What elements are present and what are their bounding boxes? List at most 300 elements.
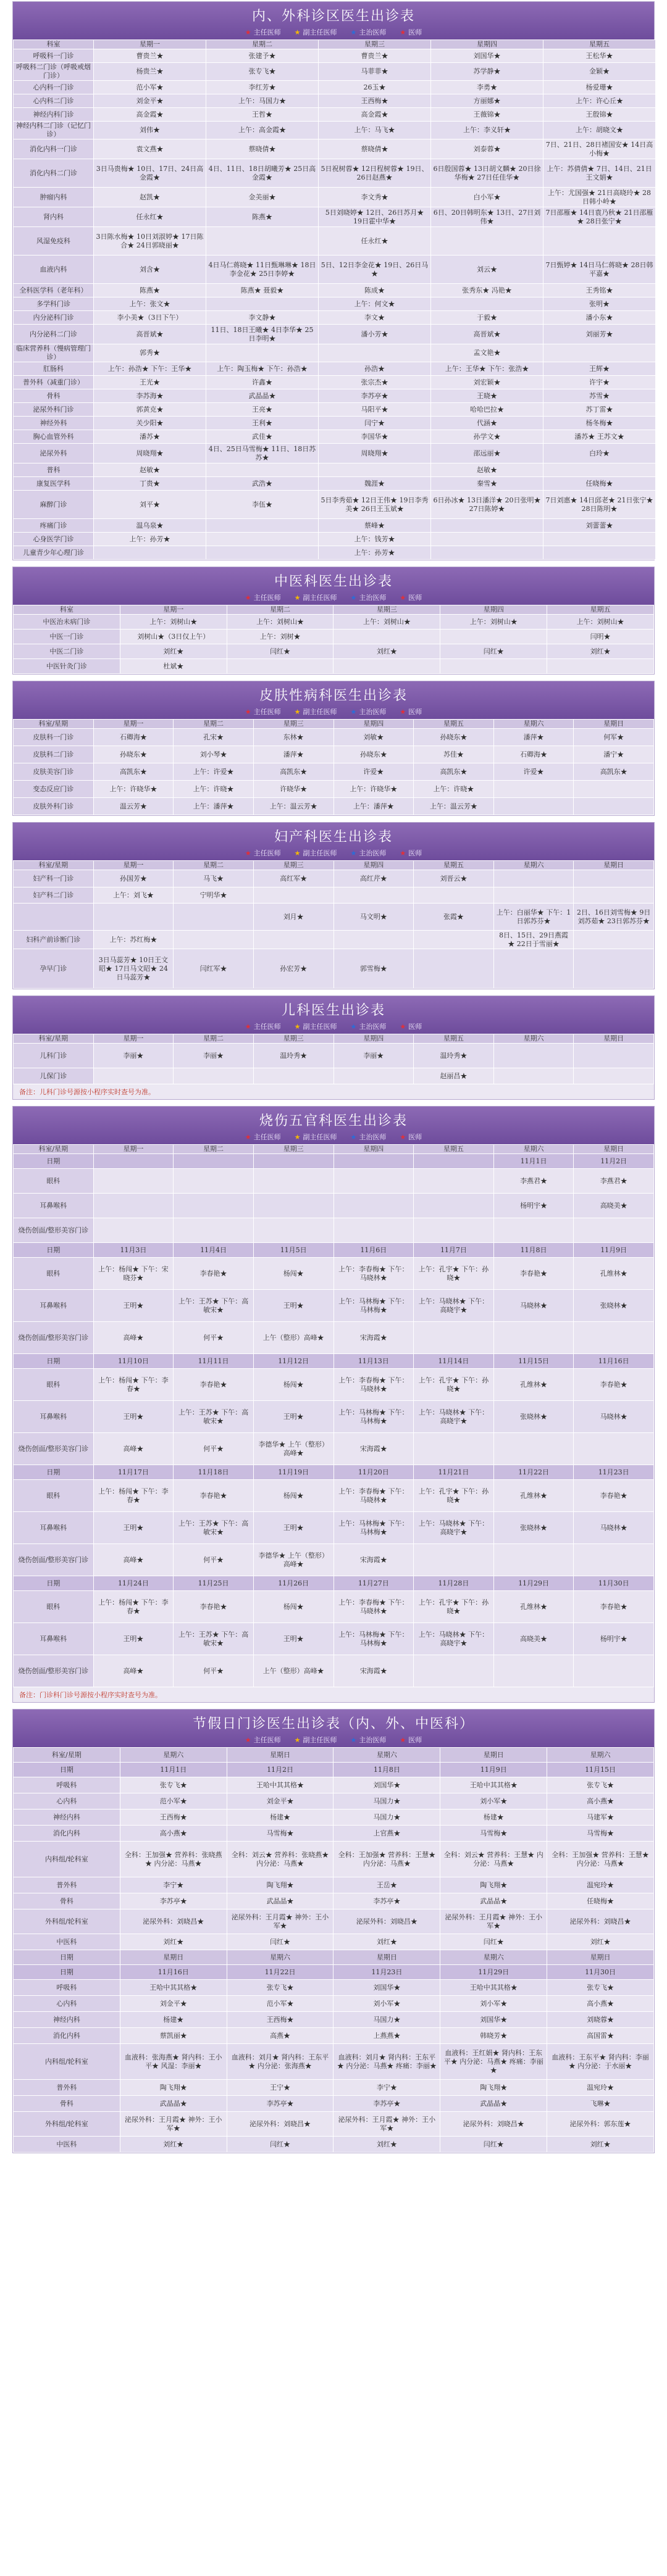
s6-header xyxy=(13,1107,654,1144)
doctor-cell xyxy=(493,870,574,887)
doctor-cell: 上午：张文★ xyxy=(94,297,206,311)
doctor-cell: 刘红★ xyxy=(334,644,440,659)
date-row xyxy=(14,1965,654,1980)
column-header: 日期 xyxy=(14,1950,120,1965)
doctor-cell: 孔宋★ xyxy=(174,729,254,746)
doctor-cell: 上午：王苏★ 下午：高敏宋★ xyxy=(174,1401,254,1433)
legend-item xyxy=(400,1132,422,1142)
doctor-cell: 赵丽昌★ xyxy=(414,1068,494,1084)
doctor-cell: 血液科：张海燕★ 肾内科：王小平★ 风湿：李丽★ xyxy=(120,2044,227,2080)
legend-label-chief: 主任医师 xyxy=(253,28,281,36)
doctor-cell: 张专飞★ xyxy=(206,63,319,81)
date-cell xyxy=(414,1154,494,1169)
doctor-cell: 孙晓东★ xyxy=(334,746,414,763)
doctor-cell: 孙晓东★ xyxy=(414,729,494,746)
schedule-row xyxy=(14,798,654,815)
doctor-cell: 上午：孔宇★ 下午：孙晓★ xyxy=(414,1369,494,1401)
doctor-cell: 李宁★ xyxy=(120,1877,227,1893)
legend-star-icon: ★ xyxy=(400,1132,406,1141)
doctor-cell: 杨贵兰★ xyxy=(94,63,206,81)
doctor-cell: 李丽★ xyxy=(174,1044,254,1068)
date-cell: 11月22日 xyxy=(493,1465,574,1480)
doctor-cell: 王亮★ xyxy=(206,403,319,417)
s1-header xyxy=(13,2,654,39)
doctor-cell: 泌尿外科：刘晓昌★ xyxy=(334,1909,440,1934)
department-cell: 妇产科二门诊 xyxy=(14,887,94,904)
doctor-cell xyxy=(206,297,319,311)
doctor-cell xyxy=(174,1169,254,1194)
legend-label-chief: 主任医师 xyxy=(253,1736,281,1744)
date-cell: 11月25日 xyxy=(174,1576,254,1591)
department-cell: 耳鼻喉科 xyxy=(14,1512,94,1544)
legend-star-icon: ★ xyxy=(294,1022,301,1031)
s3-header xyxy=(13,681,654,719)
doctor-cell xyxy=(431,533,543,546)
doctor-cell: 上午：刘树山★ xyxy=(547,615,654,629)
legend-star-icon: ★ xyxy=(400,707,406,716)
doctor-cell: 全科：刘云★ 营养科：王慧★ 内分泌：马燕★ xyxy=(440,1842,547,1877)
doctor-cell xyxy=(253,931,334,949)
doctor-cell: 上午：马晓林★ 下午：高晓宇★ xyxy=(414,1623,494,1655)
doctor-cell: 孔维林★ xyxy=(574,1258,654,1290)
doctor-cell: 王西梅★ xyxy=(120,1809,227,1826)
date-cell: 11月2日 xyxy=(227,1763,334,1777)
department-cell: 多学科门诊 xyxy=(14,297,94,311)
doctor-cell: 蔡晓倩★ xyxy=(206,139,319,159)
column-header: 星期四 xyxy=(334,1145,414,1154)
doctor-cell: 刘红★ xyxy=(547,1934,654,1950)
doctor-cell: 李文★ xyxy=(319,311,431,325)
schedule-row xyxy=(14,1826,654,1842)
column-header: 星期一 xyxy=(93,1145,174,1154)
doctor-cell: 苏丁雷★ xyxy=(543,403,656,417)
date-cell: 11月15日 xyxy=(547,1763,654,1777)
doctor-cell: 杨建★ xyxy=(120,2012,227,2028)
doctor-cell xyxy=(174,1194,254,1218)
schedule-row xyxy=(14,389,656,403)
schedule-row xyxy=(14,1401,654,1433)
doctor-cell: 武晶晶★ xyxy=(440,1893,547,1909)
doctor-cell xyxy=(543,344,656,362)
schedule-row xyxy=(14,417,656,430)
schedule-row xyxy=(14,362,656,376)
s1-table xyxy=(13,39,656,560)
schedule-row xyxy=(14,188,656,207)
doctor-cell: 6日孙冰★ 13日潘洋★ 20日张明★ 27日陈婷★ xyxy=(431,491,543,519)
doctor-cell: 泌尿外科：王月霞★ 神外：王小军★ xyxy=(120,2112,227,2137)
column-header: 星期日 xyxy=(334,1950,440,1965)
doctor-cell: 王哲★ xyxy=(206,108,319,122)
doctor-cell xyxy=(206,344,319,362)
doctor-cell: 丁贵★ xyxy=(94,477,206,491)
department-cell: 眼科 xyxy=(14,1369,94,1401)
legend-label-attending: 主治医师 xyxy=(359,594,387,602)
doctor-cell: 上午：杨闯★ 下午：李春★ xyxy=(93,1480,174,1512)
doctor-cell: 刘金平★ xyxy=(227,1793,334,1809)
doctor-cell: 上午：杨闯★ 下午：李春★ xyxy=(93,1369,174,1401)
doctor-cell xyxy=(253,1218,334,1243)
s1-title: 内、外科诊区医生出诊表 xyxy=(251,9,415,24)
schedule-row xyxy=(14,139,656,159)
doctor-cell: 关少阳★ xyxy=(94,417,206,430)
doctor-cell: 王辉★ xyxy=(543,362,656,376)
department-cell xyxy=(14,904,94,931)
tcm-schedule xyxy=(12,567,655,675)
doctor-cell: 陈燕★ xyxy=(206,207,319,227)
doctor-cell: 刘国华★ xyxy=(334,1980,440,1996)
date-cell: 11月29日 xyxy=(493,1576,574,1591)
legend-star-icon: ★ xyxy=(350,849,357,857)
doctor-cell: 温宛玲★ xyxy=(547,1877,654,1893)
doctor-cell xyxy=(206,546,319,560)
doctor-cell xyxy=(174,1068,254,1084)
doctor-cell: 蔡晓倩★ xyxy=(319,139,431,159)
department-cell: 烧伤创面/整形美容门诊 xyxy=(14,1655,94,1687)
doctor-cell: 高小燕★ xyxy=(547,1793,654,1809)
doctor-cell: 刘红★ xyxy=(547,2137,654,2153)
doctor-cell: 范小军★ xyxy=(120,1793,227,1809)
doctor-cell: 上午：马晓林★ 下午：高晓宇★ xyxy=(414,1290,494,1322)
schedule-row xyxy=(14,949,654,989)
gynecology-schedule xyxy=(12,822,655,989)
doctor-cell: 孙学文★ xyxy=(431,430,543,444)
department-cell: 烧伤创面/整形美容门诊 xyxy=(14,1433,94,1465)
doctor-cell: 上午：杨闯★ 下午：李春★ xyxy=(93,1591,174,1623)
doctor-cell: 曹贵兰★ xyxy=(94,49,206,63)
doctor-cell: 闫明★ xyxy=(547,629,654,644)
doctor-cell xyxy=(574,870,654,887)
doctor-cell: 上午：马林梅★ 下午：马林梅★ xyxy=(334,1623,414,1655)
doctor-cell: 蔡凯丽★ xyxy=(120,2028,227,2044)
doctor-cell: 张晓林★ xyxy=(493,1401,574,1433)
schedule-row xyxy=(14,491,656,519)
doctor-cell xyxy=(414,1194,494,1218)
doctor-cell: 许爱★ xyxy=(334,763,414,781)
s4-header xyxy=(13,823,654,860)
doctor-cell: 26玉★ xyxy=(319,81,431,94)
doctor-cell xyxy=(574,1433,654,1465)
doctor-cell xyxy=(574,887,654,904)
doctor-cell: 李文秀★ xyxy=(319,188,431,207)
legend-star-icon: ★ xyxy=(245,849,251,857)
department-cell: 皮肤科二门诊 xyxy=(14,746,94,763)
doctor-cell xyxy=(431,227,543,256)
doctor-cell xyxy=(334,931,414,949)
department-cell: 皮肤科一门诊 xyxy=(14,729,94,746)
doctor-cell: 潘苏★ xyxy=(94,430,206,444)
doctor-cell: 李春艳★ xyxy=(493,1258,574,1290)
doctor-cell: 高晋斌★ xyxy=(431,325,543,344)
legend-item xyxy=(295,1132,337,1142)
s3-table xyxy=(13,719,654,815)
doctor-cell xyxy=(414,1433,494,1465)
doctor-cell: 上午：王苏★ 下午：高敏宋★ xyxy=(174,1512,254,1544)
doctor-cell: 马雪梅★ xyxy=(440,1826,547,1842)
doctor-cell: 郭黄克★ xyxy=(94,403,206,417)
doctor-cell: 苏学静★ xyxy=(431,63,543,81)
doctor-cell xyxy=(493,798,574,815)
date-cell: 11月5日 xyxy=(253,1243,334,1258)
doctor-cell: 宋海霞★ xyxy=(334,1322,414,1354)
doctor-cell: 上午：孙浩★ 下午：王华★ xyxy=(94,362,206,376)
legend-label-doctor: 医师 xyxy=(408,594,422,602)
schedule-row xyxy=(14,1842,654,1877)
doctor-cell: 闫红★ xyxy=(440,2137,547,2153)
department-cell: 中医针灸门诊 xyxy=(14,659,120,674)
legend-item xyxy=(351,707,387,717)
doctor-cell: 陶飞翔★ xyxy=(227,1877,334,1893)
date-cell: 11月19日 xyxy=(253,1465,334,1480)
doctor-cell: 马国力★ xyxy=(334,1809,440,1826)
date-row xyxy=(14,1243,654,1258)
legend xyxy=(13,848,654,858)
doctor-cell: 上午：刘飞★ xyxy=(93,887,174,904)
doctor-cell: 5日、12日李金花★ 19日、26日马★ xyxy=(319,256,431,284)
doctor-cell xyxy=(493,1322,574,1354)
legend-item xyxy=(295,27,337,37)
date-label: 日期 xyxy=(14,1154,94,1169)
schedule-row xyxy=(14,870,654,887)
doctor-cell xyxy=(574,1322,654,1354)
date-cell: 11月7日 xyxy=(414,1243,494,1258)
doctor-cell: 赵敏★ xyxy=(431,463,543,477)
s7-table xyxy=(13,1747,654,2153)
doctor-cell: 魏涯★ xyxy=(319,477,431,491)
department-cell: 儿童青少年心理门诊 xyxy=(14,546,94,560)
doctor-cell: 赵凯★ xyxy=(94,188,206,207)
schedule-row xyxy=(14,1877,654,1893)
column-header: 科室 xyxy=(14,40,94,49)
date-cell: 11月29日 xyxy=(440,1965,547,1980)
date-cell: 11月9日 xyxy=(574,1243,654,1258)
doctor-cell: 陈燕★ 聂毅★ xyxy=(206,284,319,297)
doctor-cell: 泌尿外科：王月霞★ 神外：王小军★ xyxy=(227,1909,334,1934)
legend-item xyxy=(245,1021,281,1031)
legend-item xyxy=(245,27,281,37)
s5-title: 儿科医生出诊表 xyxy=(281,1003,385,1018)
schedule-row xyxy=(14,1218,654,1243)
doctor-cell: 上午：陶玉梅★ 下午：孙浩★ xyxy=(206,362,319,376)
legend-item xyxy=(351,1021,387,1031)
department-cell: 神经内科 xyxy=(14,1809,120,1826)
doctor-cell xyxy=(493,1433,574,1465)
doctor-cell: 7日邵雁★ 14日袁乃秋★ 21日邵雁★ 28日张宁★ xyxy=(543,207,656,227)
doctor-cell xyxy=(227,659,334,674)
doctor-cell: 李德华★ 上午（整形）高峰★ xyxy=(253,1544,334,1576)
department-cell: 消化内科一门诊 xyxy=(14,139,94,159)
department-cell: 骨科 xyxy=(14,2096,120,2112)
doctor-cell: 上午：温云芳★ xyxy=(253,798,334,815)
legend-label-chief: 主任医师 xyxy=(253,849,281,857)
column-header: 星期一 xyxy=(93,1034,174,1044)
doctor-cell xyxy=(334,1068,414,1084)
doctor-cell: 秦雪★ xyxy=(431,477,543,491)
department-cell: 变态反应门诊 xyxy=(14,781,94,798)
doctor-cell: 泌尿外科：刘晓昌★ xyxy=(227,2112,334,2137)
doctor-cell: 上官燕★ xyxy=(334,1826,440,1842)
date-cell: 11月27日 xyxy=(334,1576,414,1591)
legend xyxy=(13,707,654,717)
doctor-cell xyxy=(206,519,319,533)
doctor-cell: 温云芳★ xyxy=(93,798,174,815)
doctor-cell: 3日马蕊芳★ 10日王文昭★ 17日马文昭★ 24日马蕊芳★ xyxy=(93,949,174,989)
doctor-cell: 闫红★ xyxy=(440,1934,547,1950)
department-cell: 妇科产前诊断门诊 xyxy=(14,931,94,949)
date-cell: 11月16日 xyxy=(120,1965,227,1980)
legend xyxy=(13,1021,654,1031)
date-cell: 11月23日 xyxy=(574,1465,654,1480)
department-cell: 泌尿外科门诊 xyxy=(14,403,94,417)
schedule-row xyxy=(14,430,656,444)
doctor-cell: 上午：潘萍★ xyxy=(174,798,254,815)
doctor-cell: 王宁★ xyxy=(227,2080,334,2096)
legend-star-icon: ★ xyxy=(245,707,251,716)
column-header: 星期日 xyxy=(547,1950,654,1965)
doctor-cell: 高金霞★ xyxy=(94,108,206,122)
date-cell: 11月1日 xyxy=(120,1763,227,1777)
doctor-cell: 许爱★ xyxy=(493,763,574,781)
doctor-cell: 2日、16日刘雪梅★ 9日刘苏茹★ 23日郭苏芬★ xyxy=(574,904,654,931)
doctor-cell: 高凯东★ xyxy=(93,763,174,781)
department-cell: 心身医学门诊 xyxy=(14,533,94,546)
doctor-cell: 泌尿外科：刘晓昌★ xyxy=(120,1909,227,1934)
doctor-cell: 6日、20日韩明东★ 13日、27日刘伟★ xyxy=(431,207,543,227)
doctor-cell: 泌尿外科：王月霞★ 神外：王小军★ xyxy=(334,2112,440,2137)
schedule-row xyxy=(14,376,656,389)
legend-star-icon: ★ xyxy=(294,28,301,36)
doctor-cell: 上午：刘树山★ xyxy=(227,615,334,629)
doctor-cell: 泌尿外科：王月霞★ 神外：王小军★ xyxy=(440,1909,547,1934)
doctor-cell: 上午：马晓林★ 下午：高晓宇★ xyxy=(414,1401,494,1433)
schedule-row xyxy=(14,2028,654,2044)
department-cell: 耳鼻喉科 xyxy=(14,1194,94,1218)
holiday-schedule xyxy=(12,1709,655,2153)
doctor-cell: 许晓华★ xyxy=(253,781,334,798)
doctor-cell: 潘萍★ xyxy=(493,729,574,746)
legend-star-icon: ★ xyxy=(245,1022,251,1031)
column-header: 科室/星期 xyxy=(14,1145,94,1154)
legend-label-attending: 主治医师 xyxy=(359,1023,387,1031)
doctor-cell: 李宁★ xyxy=(334,2080,440,2096)
doctor-cell: 王松华★ xyxy=(543,49,656,63)
schedule-row xyxy=(14,931,654,949)
doctor-cell: 张宗杰★ xyxy=(319,376,431,389)
department-cell: 中医治未病门诊 xyxy=(14,615,120,629)
doctor-cell: 李苏亭★ xyxy=(120,1893,227,1909)
legend-label-doctor: 医师 xyxy=(408,1023,422,1031)
schedule-row xyxy=(14,887,654,904)
legend-item xyxy=(295,592,337,602)
doctor-cell: 李勇★ xyxy=(431,81,543,94)
doctor-cell: 王薇锦★ xyxy=(431,108,543,122)
legend-item xyxy=(295,1021,337,1031)
department-cell: 泌尿外科 xyxy=(14,444,94,463)
doctor-cell: 张专飞★ xyxy=(227,1980,334,1996)
doctor-cell: 李德华★ 上午（整形）高峰★ xyxy=(253,1433,334,1465)
doctor-cell: 上午：潘萍★ xyxy=(334,798,414,815)
doctor-cell: 上午：李春梅★ 下午：马晓林★ xyxy=(334,1591,414,1623)
doctor-cell: 马晓林★ xyxy=(574,1512,654,1544)
date-cell: 11月26日 xyxy=(253,1576,334,1591)
department-cell: 心内科二门诊 xyxy=(14,94,94,108)
doctor-cell: 任晓梅★ xyxy=(543,477,656,491)
doctor-cell: 任永红★ xyxy=(319,227,431,256)
doctor-cell: 李春艳★ xyxy=(574,1480,654,1512)
doctor-cell xyxy=(574,1544,654,1576)
doctor-cell xyxy=(574,1044,654,1068)
department-cell: 内分泌科二门诊 xyxy=(14,325,94,344)
department-cell: 消化内科 xyxy=(14,1826,120,1842)
date-cell: 11月8日 xyxy=(334,1763,440,1777)
column-header: 星期五 xyxy=(547,605,654,615)
legend-star-icon: ★ xyxy=(350,28,357,36)
s2-title: 中医科医生出诊表 xyxy=(274,574,393,589)
doctor-cell: 上午：许晓华★ xyxy=(334,781,414,798)
department-cell: 中医科 xyxy=(14,1934,120,1950)
date-cell: 11月4日 xyxy=(174,1243,254,1258)
legend-label-attending: 主治医师 xyxy=(359,708,387,716)
doctor-cell xyxy=(574,1218,654,1243)
s6-table xyxy=(13,1144,654,1687)
column-header: 星期日 xyxy=(120,1950,227,1965)
doctor-cell: 李春艳★ xyxy=(574,1369,654,1401)
burns-note: 备注：门诊科门诊号源按小程序实时查号为准。 xyxy=(13,1687,654,1702)
legend-item xyxy=(351,848,387,858)
doctor-cell: 李苏海★ xyxy=(94,389,206,403)
date-cell: 11月11日 xyxy=(174,1354,254,1369)
column-header: 星期四 xyxy=(334,861,414,870)
doctor-cell xyxy=(493,1544,574,1576)
doctor-cell xyxy=(174,904,254,931)
column-header: 星期日 xyxy=(227,1748,334,1763)
doctor-cell: 高国雷★ xyxy=(547,2028,654,2044)
header-row xyxy=(14,40,656,49)
doctor-cell: 王晓★ xyxy=(431,389,543,403)
department-cell: 烧伤创面/整形美容门诊 xyxy=(14,1218,94,1243)
department-cell: 中医一门诊 xyxy=(14,629,120,644)
schedule-row xyxy=(14,1777,654,1793)
date-cell: 11月14日 xyxy=(414,1354,494,1369)
column-header: 星期二 xyxy=(174,720,254,729)
doctor-cell: 上午：马飞★ xyxy=(319,122,431,139)
date-cell: 11月23日 xyxy=(334,1965,440,1980)
doctor-cell: 陈燕★ xyxy=(94,284,206,297)
date-cell: 11月18日 xyxy=(174,1465,254,1480)
legend-star-icon: ★ xyxy=(294,593,301,602)
column-header: 星期二 xyxy=(174,1034,254,1044)
doctor-cell: 张专飞★ xyxy=(547,1980,654,1996)
doctor-cell: 上午：杨闯★ 下午：宋晓芬★ xyxy=(93,1258,174,1290)
doctor-cell: 上午：李义轩★ xyxy=(431,122,543,139)
doctor-cell xyxy=(93,904,174,931)
doctor-cell: 刘小琴★ xyxy=(174,746,254,763)
doctor-cell xyxy=(574,798,654,815)
schedule-row xyxy=(14,1996,654,2012)
column-header: 星期六 xyxy=(493,1145,574,1154)
doctor-cell: 上午：许爱★ xyxy=(174,763,254,781)
department-cell: 中医二门诊 xyxy=(14,644,120,659)
doctor-cell: 温乌泉★ xyxy=(94,519,206,533)
doctor-cell: 全科：王加强★ 营养科：张晓燕★ 内分泌：马燕★ xyxy=(120,1842,227,1877)
doctor-cell xyxy=(334,1218,414,1243)
schedule-row xyxy=(14,1544,654,1576)
doctor-cell: 刘金平★ xyxy=(94,94,206,108)
doctor-cell: 4日、25日马雪梅★ 11日、18日苏苏★ xyxy=(206,444,319,463)
doctor-cell: 王西梅★ xyxy=(227,2012,334,2028)
doctor-cell: 李小美★（3日下午） xyxy=(94,311,206,325)
schedule-row xyxy=(14,256,656,284)
doctor-cell: 李春艳★ xyxy=(574,1591,654,1623)
